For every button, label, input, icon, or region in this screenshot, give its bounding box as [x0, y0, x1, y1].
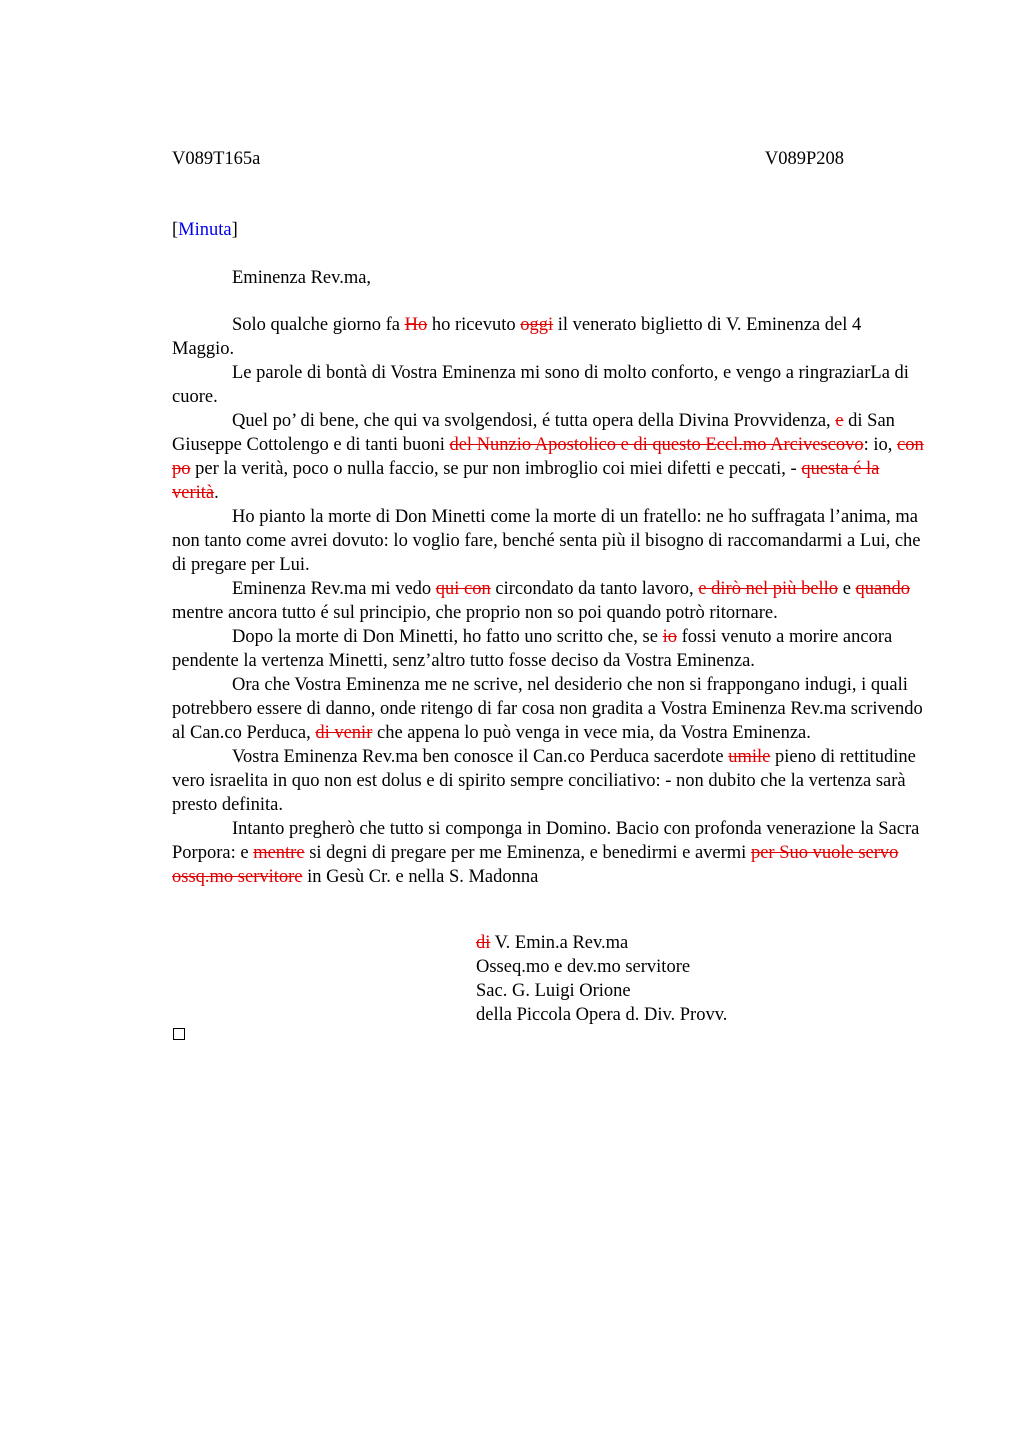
box-icon [173, 1028, 185, 1040]
text-run: della Piccola Opera d. Div. Provv. [476, 1005, 728, 1025]
text-run: fossi venuto a morire ancora pendente la vertenza Minetti, senz’altro tutto fosse deciso da Vostra Eminenza. [172, 627, 893, 671]
deleted-text: del Nunzio Apostolico e di questo Eccl.mo Arcivescovo [449, 435, 864, 455]
document-code-left: V089T165a [172, 149, 261, 169]
deleted-text: con po [172, 435, 924, 479]
letter-paragraph [172, 505, 928, 577]
signature-line [476, 1003, 727, 1027]
deleted-text: questa é la verità [172, 459, 880, 503]
text-run: pieno di rettitudine vero israelita in quo non est dolus e di spirito sempre conciliativo: - non dubito che la vertenza sarà presto definita. [172, 747, 916, 815]
text-run: Solo qualche giorno fa [232, 315, 405, 335]
deleted-text: e [835, 411, 844, 431]
text-run: Osseq.mo e dev.mo servitore [476, 957, 691, 977]
letter-paragraph [172, 409, 928, 505]
text-run: per la verità, poco o nulla faccio, se pur non imbroglio coi miei difetti e peccati, - [190, 459, 802, 479]
minuta-label [172, 218, 238, 242]
text-run: si degni di pregare per me Eminenza, e benedirmi e avermi [304, 843, 751, 863]
document-code-right: V089P208 [764, 149, 844, 169]
letter-paragraph [172, 817, 928, 889]
text-run: Vostra Eminenza Rev.ma ben conosce il Can.co Perduca sacerdote [232, 747, 729, 767]
signature-block [476, 931, 727, 1027]
deleted-text: io [662, 627, 677, 647]
letter-paragraph [172, 577, 928, 625]
text-run: circondato da tanto lavoro, [490, 579, 699, 599]
signature-line [476, 979, 727, 1003]
text-run: Sac. G. Luigi Orione [476, 981, 631, 1001]
deleted-text: per Suo vuole servo ossq.mo servitore [172, 843, 899, 887]
deleted-text: umile [728, 747, 771, 767]
text-run: Intanto pregherò che tutto si componga in Domino. Bacio con profonda venerazione la Sacra Porpora: e [172, 819, 920, 863]
text-run: Le parole di bontà di Vostra Eminenza mi sono di molto conforto, e vengo a ringraziarLa di cuore. [172, 363, 909, 407]
deleted-text: mentre [253, 843, 305, 863]
text-run: : io, [863, 435, 897, 455]
deleted-text: oggi [520, 315, 554, 335]
text-run: Ho pianto la morte di Don Minetti come la morte di un fratello: ne ho suffragata l’anima, ma non tanto come avrei dovuto: lo voglio fare, benché senta più il bisogno di raccomandarmi a Lui, che di pregare per Lui. [172, 507, 921, 575]
salutation: Eminenza Rev.ma, [232, 268, 372, 288]
bracket-open: [ [172, 220, 179, 240]
letter-paragraph [172, 625, 928, 673]
deleted-text: di venir [315, 723, 373, 743]
text-run: e [838, 579, 856, 599]
minuta-tag: Minuta [178, 220, 232, 240]
letter-paragraph [172, 673, 928, 745]
deleted-text: e dirò nel più bello [698, 579, 839, 599]
text-run: ho ricevuto [427, 315, 521, 335]
signature-line [476, 955, 727, 979]
letter-paragraph [172, 313, 928, 361]
deleted-text: di [476, 933, 491, 953]
bracket-close: ] [231, 220, 238, 240]
text-run: Dopo la morte di Don Minetti, ho fatto uno scritto che, se [232, 627, 663, 647]
letter-paragraph [172, 745, 928, 817]
text-run: che appena lo può venga in vece mia, da Vostra Eminenza. [372, 723, 811, 743]
text-run: Ora che Vostra Eminenza me ne scrive, nel desiderio che non si frappongano indugi, i quali potrebbero essere di danno, onde ritengo di far cosa non gradita a Vostra Eminenza Rev.ma scrivendo al Can.co Perduca, [172, 675, 923, 743]
text-run: di San Giuseppe Cottolengo e di tanti buoni [172, 411, 895, 455]
text-run: mentre ancora tutto é sul principio, che proprio non so poi quando potrò ritornare. [172, 603, 778, 623]
text-run: in Gesù Cr. e nella S. Madonna [302, 867, 539, 887]
deleted-text: Ho [404, 315, 428, 335]
text-run: Quel po’ di bene, che qui va svolgendosi, é tutta opera della Divina Provvidenza, [232, 411, 836, 431]
deleted-text: qui con [435, 579, 491, 599]
text-run: . [214, 483, 219, 503]
text-run: Eminenza Rev.ma mi vedo [232, 579, 436, 599]
letter-body [172, 313, 928, 889]
letter-paragraph [172, 361, 928, 409]
text-run: il venerato biglietto di V. Eminenza del 4 Maggio. [172, 315, 862, 359]
deleted-text: quando [855, 579, 910, 599]
signature-line [476, 931, 727, 955]
text-run: V. Emin.a Rev.ma [490, 933, 629, 953]
